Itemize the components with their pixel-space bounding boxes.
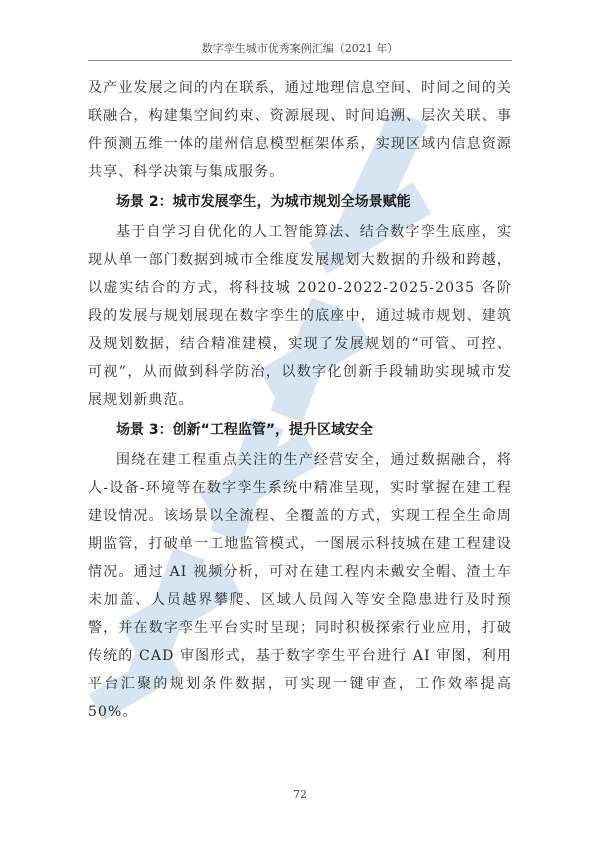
scene-3-heading: 场景 3：创新“工程监管”，提升区域安全: [116, 422, 374, 438]
page-number: 72: [293, 788, 307, 801]
header-divider: [88, 60, 512, 61]
scene-2-heading: 场景 2：城市发展孪生，为城市规划全场景赋能: [116, 194, 411, 210]
scene-3-paragraph: 围绕在建工程重点关注的生产经营安全，通过数据融合，将人-设备-环境等在数字孪生系统中精准呈现，实时掌握在建工程建设情况。该场景以全流程、全覆盖的方式，实现工程全生命周期监管，打破单一工地监管模式，一图展示科技城在建工程建设情况。通过 AI 视频分析，可对在建工程内未戴安全帽、渣土车未加盖、人员越界攀爬、区域人员闯入等安全隐患进行及时预警，并在数字孪生平台实时呈现；同时积极探索行业应用，打破传统的 CAD 审图形式，基于数字孪生平台进行 AI 审图，利用平台汇聚的规划条件数据，可实现一键审查，工作效率提高 50%。: [88, 452, 512, 720]
page-body: [88, 74, 512, 726]
running-header: 数字孪生城市优秀案例汇编（2021 年）: [201, 42, 399, 55]
scene-2-paragraph: 基于自学习自优化的人工智能算法、结合数字孪生底座，实现从单一部门数据到城市全维度发展规划大数据的升级和跨越，以虚实结合的方式，将科技城 2020-2022-2025-2035 各阶段的发展与规划展现在数字孪生的底座中，通过城市规划、建筑及规划数据，结合精准建模，实现了发展规划的“可管、可控、可视”，从而做到科学防治，以数字化创新手段辅助实现城市发展规划新典范。: [88, 224, 512, 408]
paragraph-continued: 及产业发展之间的内在联系，通过地理信息空间、时间之间的关联融合，构建集空间约束、资源展现、时间追溯、层次关联、事件预测五维一体的崖州信息模型框架体系，实现区域内信息资源共享、科学决策与集成服务。: [88, 80, 512, 180]
